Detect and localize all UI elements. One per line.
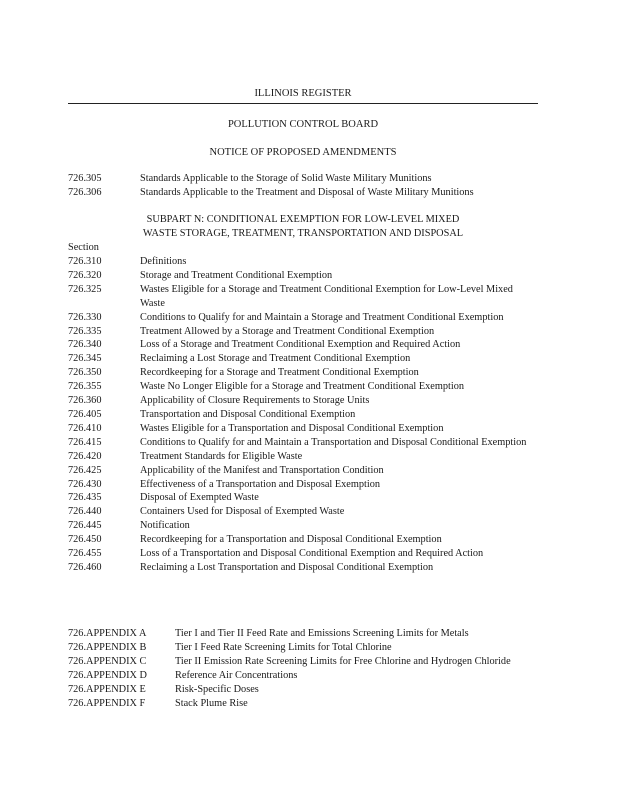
section-title: Standards Applicable to the Treatment and Disposal of Waste Military Munitions: [140, 186, 474, 198]
section-row: [68, 269, 538, 283]
appendix-row: [68, 655, 538, 669]
appendix-row: [68, 697, 538, 711]
section-row: [68, 380, 538, 394]
section-row: [68, 394, 538, 408]
section-row-number: 726.350: [68, 367, 102, 379]
section-row-number: 726.325: [68, 283, 102, 295]
appendix-row-number: 726.APPENDIX F: [68, 697, 146, 709]
section-row-number: 726.460: [68, 561, 102, 573]
section-row-number: 726.335: [68, 325, 102, 337]
section-row-number: 726.435: [68, 492, 102, 504]
appendix-row-title: Reference Air Concentrations: [175, 669, 298, 681]
section-row-number: 726.410: [68, 422, 102, 434]
section-row: [68, 505, 538, 519]
section-row-number: 726.415: [68, 436, 102, 448]
subpart-heading-line2: WASTE STORAGE, TREATMENT, TRANSPORTATION AND DISPOSAL: [142, 228, 464, 239]
section-row-number: 726.405: [68, 408, 102, 420]
section-row-title: Storage and Treatment Conditional Exemption: [140, 269, 333, 281]
section-row-title: Effectiveness of a Transportation and Disposal Exemption: [140, 478, 381, 490]
appendix-row-number: 726.APPENDIX D: [68, 669, 147, 681]
section-row-title: Containers Used for Disposal of Exempted Waste: [140, 506, 345, 518]
section-number: 726.306: [68, 186, 102, 198]
appendix-row-title: Tier II Emission Rate Screening Limits for Free Chlorine and Hydrogen Chloride: [175, 655, 511, 667]
section-row: [68, 338, 538, 352]
notice-title: NOTICE OF PROPOSED AMENDMENTS: [209, 147, 397, 158]
section-row-title: Transportation and Disposal Conditional Exemption: [140, 408, 356, 420]
section-row: [68, 172, 538, 186]
section-row-title: Waste No Longer Eligible for a Storage and Treatment Conditional Exemption: [140, 381, 465, 393]
section-row: [68, 366, 538, 380]
section-row-title: Loss of a Transportation and Disposal Conditional Exemption and Required Action: [140, 548, 484, 560]
appendix-row-number: 726.APPENDIX B: [68, 641, 147, 653]
section-row: [68, 255, 538, 269]
section-row: [68, 547, 538, 561]
appendix-row: [68, 641, 538, 655]
appendix-list: [68, 627, 538, 710]
appendix-row-title: Tier I and Tier II Feed Rate and Emissions Screening Limits for Metals: [175, 628, 469, 639]
section-row: [68, 352, 538, 366]
section-number: 726.305: [68, 173, 102, 184]
section-row-title: Treatment Standards for Eligible Waste: [140, 450, 303, 462]
section-row-title: Treatment Allowed by a Storage and Treatment Conditional Exemption: [140, 325, 435, 337]
appendix-row-number: 726.APPENDIX E: [68, 683, 146, 695]
section-row-title: Recordkeeping for a Transportation and Disposal Conditional Exemption: [140, 534, 442, 546]
section-row-number: 726.425: [68, 464, 102, 476]
section-row-title: Reclaiming a Lost Storage and Treatment Conditional Exemption: [140, 353, 411, 365]
section-row-number: 726.450: [68, 534, 102, 546]
board-name: POLLUTION CONTROL BOARD: [227, 119, 379, 130]
appendix-row-number: 726.APPENDIX A: [68, 628, 147, 639]
section-row-number: 726.345: [68, 353, 102, 365]
section-row-number: 726.430: [68, 478, 102, 490]
section-row: [68, 408, 538, 422]
section-row: [68, 519, 538, 533]
section-row-title: Applicability of Closure Requirements to Storage Units: [140, 395, 370, 407]
section-row-title: Applicability of the Manifest and Transportation Condition: [140, 464, 384, 476]
section-row-number: 726.330: [68, 311, 102, 323]
section-row-title: Recordkeeping for a Storage and Treatment Conditional Exemption: [140, 367, 419, 379]
appendix-row: [68, 669, 538, 683]
section-title: Standards Applicable to the Storage of Solid Waste Military Munitions: [140, 173, 432, 184]
section-row: [68, 283, 538, 311]
top-section-list: [68, 172, 538, 200]
section-row: [68, 478, 538, 492]
section-label: Section: [68, 242, 99, 253]
section-row-number: 726.360: [68, 395, 102, 407]
section-row: [68, 561, 538, 575]
section-row-title: Conditions to Qualify for and Maintain a Transportation and Disposal Conditional Exemption: [140, 436, 527, 448]
subpart-heading: [68, 213, 538, 241]
section-row: [68, 533, 538, 547]
subpart-heading-line1: SUBPART N: CONDITIONAL EXEMPTION FOR LOW-LEVEL MIXED: [146, 214, 460, 225]
section-row-title: Wastes Eligible for a Storage and Treatment Conditional Exemption for Low-Level Mixed Waste: [140, 283, 513, 309]
section-row: [68, 491, 538, 505]
section-row: [68, 422, 538, 436]
appendix-row-number: 726.APPENDIX C: [68, 655, 147, 667]
appendix-row: [68, 683, 538, 697]
section-row-number: 726.455: [68, 548, 102, 560]
section-row-number: 726.355: [68, 381, 102, 393]
section-row-title: Notification: [140, 520, 190, 532]
section-row-title: Reclaiming a Lost Transportation and Disposal Conditional Exemption: [140, 561, 434, 573]
appendix-row: [68, 627, 538, 641]
section-row-title: Disposal of Exempted Waste: [140, 492, 259, 504]
section-row-number: 726.440: [68, 506, 102, 518]
section-row: [68, 325, 538, 339]
section-row-number: 726.445: [68, 520, 102, 532]
section-row-title: Definitions: [140, 256, 187, 267]
section-row: [68, 311, 538, 325]
appendix-row-title: Stack Plume Rise: [175, 697, 248, 709]
section-row: [68, 450, 538, 464]
section-row: [68, 436, 538, 450]
section-list: [68, 255, 538, 575]
section-row-title: Wastes Eligible for a Transportation and Disposal Conditional Exemption: [140, 422, 444, 434]
section-row-title: Loss of a Storage and Treatment Conditional Exemption and Required Action: [140, 339, 461, 351]
section-row-number: 726.310: [68, 256, 102, 267]
section-row-number: 726.320: [68, 269, 102, 281]
page-header: ILLINOIS REGISTER: [68, 87, 538, 104]
section-row-number: 726.420: [68, 450, 102, 462]
section-row-title: Conditions to Qualify for and Maintain a Storage and Treatment Conditional Exemption: [140, 311, 504, 323]
section-row: [68, 186, 538, 200]
section-row: [68, 464, 538, 478]
appendix-row-title: Risk-Specific Doses: [175, 683, 259, 695]
appendix-row-title: Tier I Feed Rate Screening Limits for Total Chlorine: [175, 641, 392, 653]
section-row-number: 726.340: [68, 339, 102, 351]
